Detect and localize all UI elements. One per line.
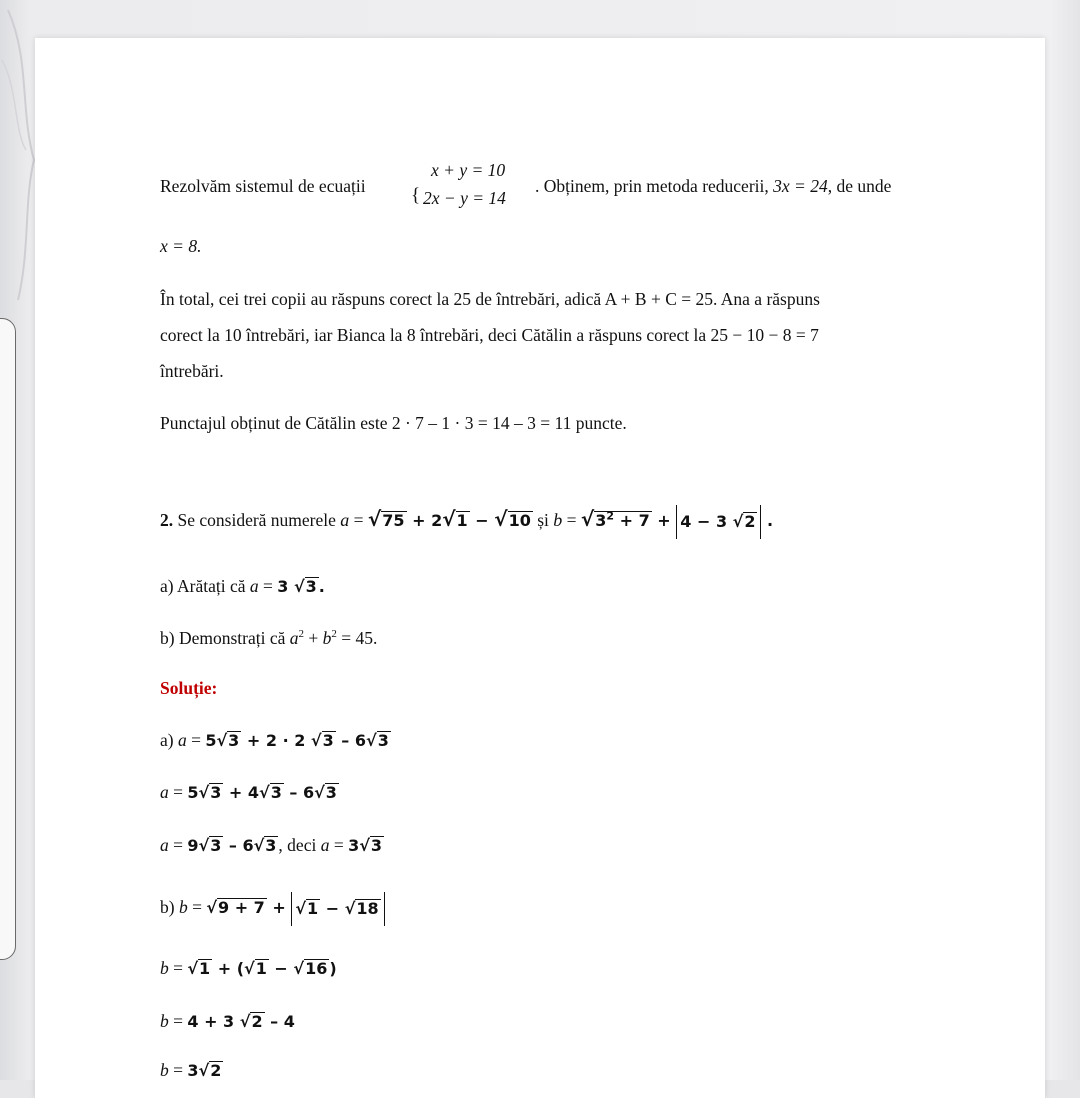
paragraph-total-line3: întrebări. [160, 361, 224, 381]
side-panel-edge [0, 318, 16, 960]
problem-number: 2. [160, 510, 174, 530]
document-page [35, 38, 1045, 1098]
solution-a-line3: a = 9√3 – 6√3 , deci a = 3√3 [160, 835, 383, 855]
problem-part-b: b) Demonstrați că $a^2 + b^2 = 45$. [160, 628, 378, 648]
problem-2-statement: 2. Se consideră numerele a = √75 + 2√1 − √10 și $b = √3^2 + 7 + 4 - 3$ √2 . [160, 504, 773, 534]
paragraph-score: Punctajul obținut de Cătălin este 2 · 7 – 1 · 3 = 14 – 3 = 11 puncte. [160, 413, 627, 433]
paragraph-total-line1: În total, cei trei copii au răspuns corect la 25 de întrebări, adică A + B + C = 25. Ana a răspuns [160, 289, 820, 309]
system-equation-2: 2x − y = 14 [423, 188, 506, 208]
problem-part-a: a) Arătați că a = 3 √3 . [160, 576, 325, 596]
solution-label: Soluție: [160, 678, 218, 698]
paragraph-system-tail: . Obținem, prin metoda reducerii, [535, 176, 769, 196]
solution-a-line1: a) a = 5√3 + 2 · 2 √3 – 6√3 [160, 730, 389, 750]
decorative-swirl [0, 0, 40, 320]
solution-a-line2: a = 5√3 + 4√3 – 6√3 [160, 782, 337, 802]
solution-b-line4: b = 3√2 [160, 1060, 222, 1080]
solution-b-line1: b) b = √9 + 7 + √1 − √18 [160, 890, 385, 924]
solution-b-line3: b = 4 + 3 √2 – 4 [160, 1011, 295, 1031]
paragraph-system-end: , de unde [827, 176, 892, 196]
reduction-result: 3x = 24 [773, 176, 828, 196]
paragraph-total-line2: corect la 10 întrebări, iar Bianca la 8 întrebări, deci Cătălin a răspuns corect la 25 − 10 − 8 = 7 [160, 325, 819, 345]
x-value: x = 8. [160, 236, 202, 256]
system-equation-1: x + y = 10 [431, 160, 506, 180]
problem-text: Se consideră numerele [177, 510, 336, 530]
solution-b-line2: b = √1 + (√1 − √16 ) [160, 958, 337, 978]
paragraph-system-lead: Rezolvăm sistemul de ecuații [160, 176, 366, 196]
system-brace: { [411, 185, 421, 206]
conjunction: și [537, 510, 549, 530]
